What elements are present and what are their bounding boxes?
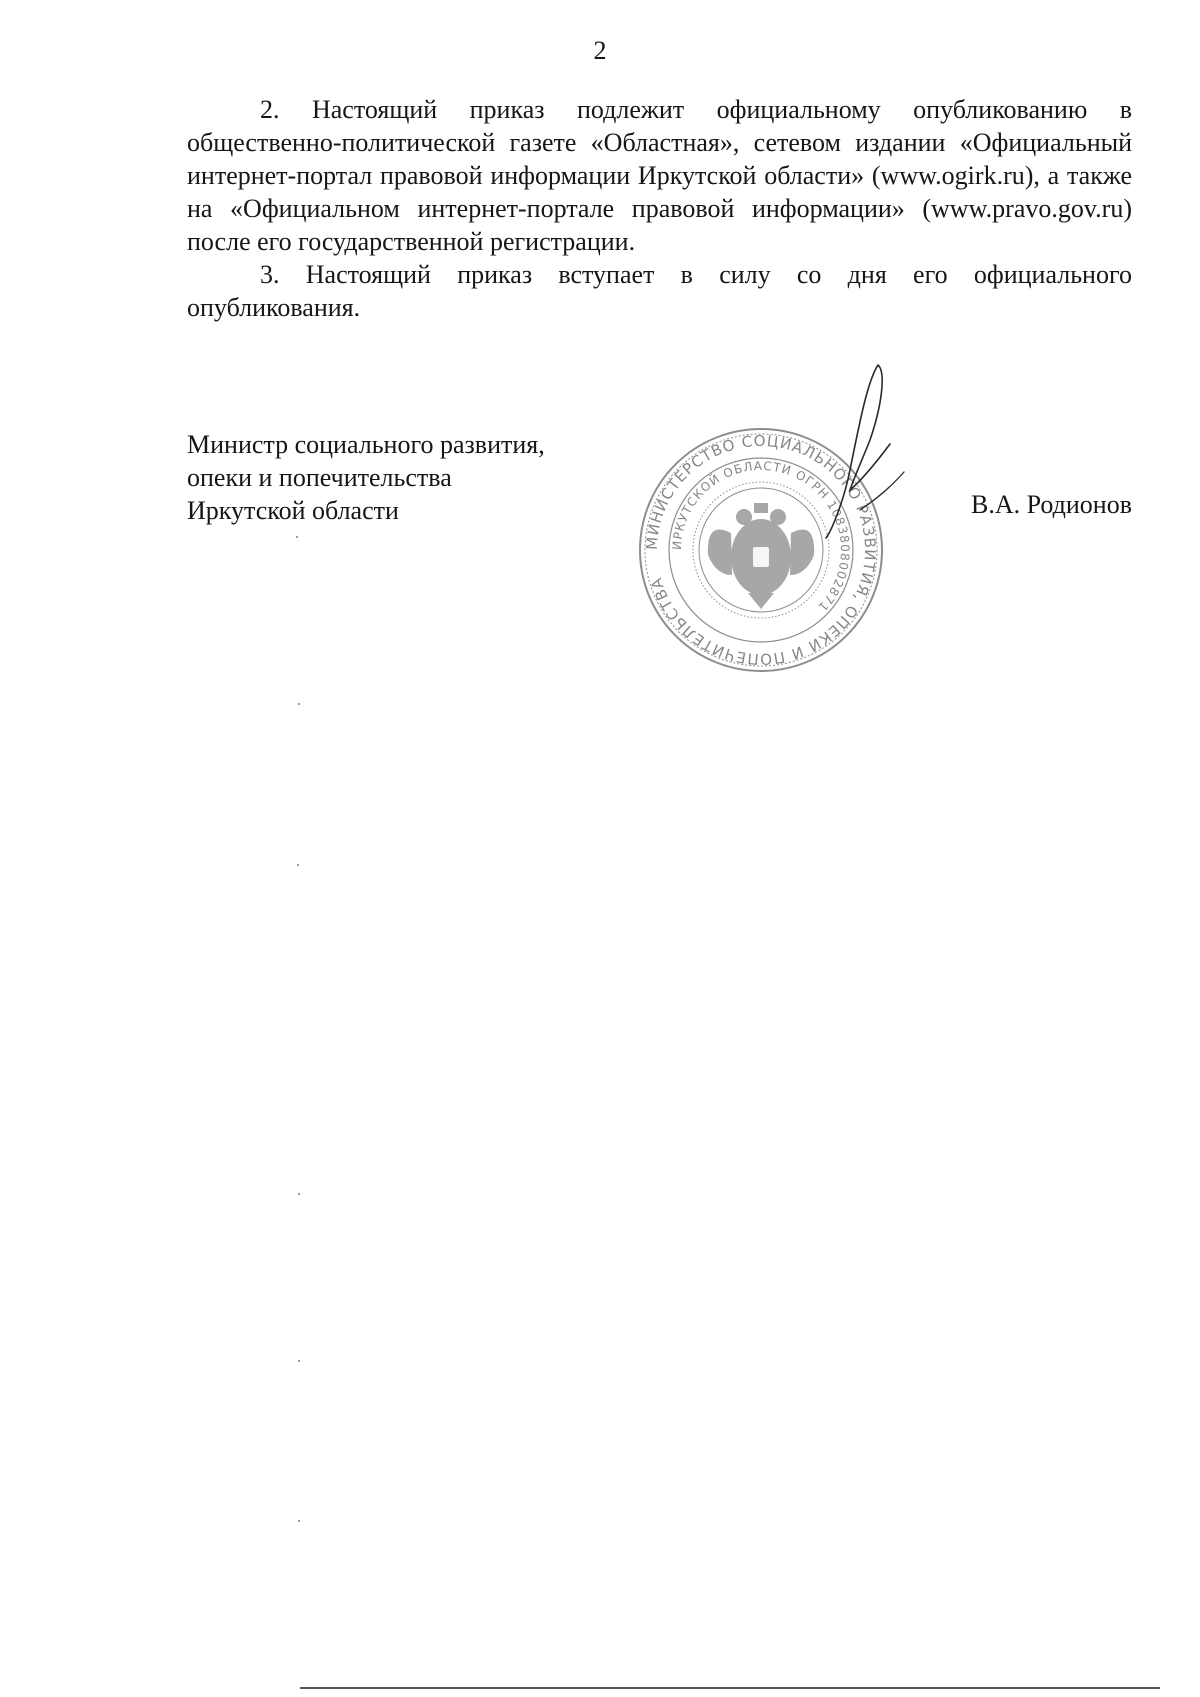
- margin-dot: [297, 864, 299, 866]
- signer-position-line-1: Министр социального развития,: [187, 430, 545, 459]
- signer-name: В.А. Родионов: [970, 490, 1132, 519]
- document-body: [187, 93, 1132, 324]
- page-number: 2: [593, 36, 607, 65]
- margin-dot: [298, 1193, 300, 1195]
- handwritten-signature-icon: [820, 360, 910, 550]
- margin-dot: [296, 536, 298, 538]
- margin-dot: [298, 1520, 300, 1522]
- signer-position-line-2: опеки и попечительства: [187, 463, 452, 492]
- margin-dot: [298, 1360, 300, 1362]
- paragraph-publication: 2. Настоящий приказ подлежит официальному опубликованию в общественно-политической газете «Областная», сетевом издании «Официальный интернет-портал правовой информации Иркутской области» (www.ogirk.ru), а также на «Официальном интернет-портале правовой информации» (www.pravo.gov.ru) после его государственной регистрации.: [187, 95, 1132, 256]
- seal-outer-text: МИНИСТЕРСТВО СОЦИАЛЬНОГО РАЗВИТИЯ, ОПЕКИ И ПОПЕЧИТЕЛЬСТВА: [642, 431, 880, 669]
- signature-block: [187, 428, 545, 527]
- margin-dot: [298, 703, 300, 705]
- scan-bottom-edge: [300, 1687, 1160, 1689]
- seal-inner-text: ИРКУТСКОЙ ОБЛАСТИ ОГРН 1083808002871: [669, 458, 853, 615]
- paragraph-effective-date: 3. Настоящий приказ вступает в силу со дня его официального опубликования.: [187, 260, 1132, 322]
- signer-position-line-3: Иркутской области: [187, 496, 399, 525]
